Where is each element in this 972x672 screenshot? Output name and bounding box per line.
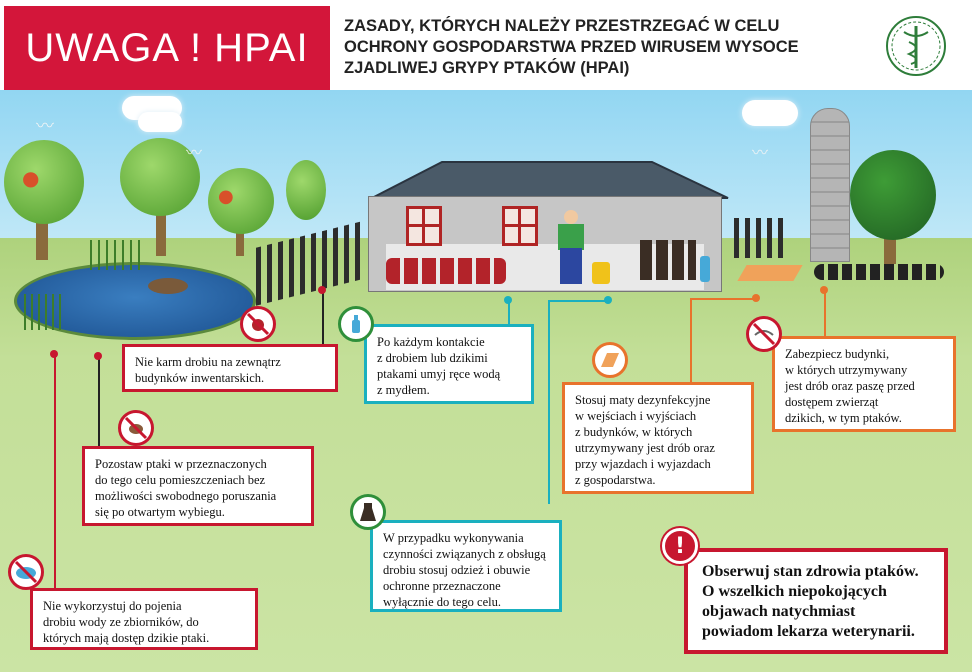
info-text: czynności związanych z obsługą [383,547,546,561]
info-text: jest drób oraz paszę przed [785,379,915,393]
info-text: z budynków, w których [575,425,693,439]
info-text: przy wjazdach i wyjazdach [575,457,711,471]
connector-dot [504,296,512,304]
connector-dot [820,286,828,294]
info-text: dostępem zwierząt [785,395,879,409]
info-text: ochronne przeznaczone [383,579,501,593]
info-box-keep-inside [82,446,314,526]
info-box-no-wild-water [30,588,258,650]
spray-bottle-icon [700,256,710,282]
info-text: dzikich, w tym ptaków. [785,411,902,425]
connector-dot [94,352,102,360]
connector-line [548,300,550,504]
farmer-icon [558,210,584,286]
barn-window [406,206,442,246]
duck-icon [148,278,188,294]
flying-bird-icon: 〰 [36,116,54,136]
fence [734,218,788,258]
robin-bird-icon: ● [22,166,40,190]
info-text: O wszelkich niepokojących [702,583,887,600]
connector-line [690,298,692,382]
info-text: powiadom lekarza weterynarii. [702,623,915,640]
warning-banner [4,6,330,90]
info-text: z gospodarstwa. [575,473,656,487]
flying-bird-icon: 〰 [186,145,203,162]
info-text: z mydłem. [377,383,430,397]
info-text: ptakami umyj ręce wodą [377,367,501,381]
connector-line [548,300,608,302]
info-box-wash-hands [364,324,534,404]
headline-line: OCHRONY GOSPODARSTWA PRZED WIRUSEM WYSOCE [344,38,799,56]
info-box-secure-buildings [772,336,956,432]
info-box-observe-health [684,548,948,654]
clothes-rack-icon [640,240,696,280]
disinfection-mat [737,265,802,281]
info-text: W przypadku wykonywania [383,531,524,545]
info-text: Nie karm drobiu na zewnątrz [135,355,281,369]
info-text: budynków inwentarskich. [135,371,265,385]
disinfection-mat [814,264,944,280]
info-text: możliwości swobodnego poruszania [95,489,277,503]
connector-dot [318,286,326,294]
info-text: Po każdym kontakcie [377,335,485,349]
info-text: się po otwartym wybiegu. [95,505,225,519]
flying-bird-icon: 〰 [752,145,769,162]
info-text: Zabezpiecz budynki, [785,347,890,361]
exclamation-icon: ! [662,528,698,564]
robin-bird-icon: ● [218,186,234,207]
info-text: Pozostaw ptaki w przeznaczonych [95,457,267,471]
crossed-bird-icon [746,316,782,352]
apron-icon [350,494,386,530]
info-text: których mają dostęp dzikie ptaki. [43,631,210,645]
info-text: w których utrzymywany [785,363,908,377]
info-text: z drobiem lub dzikimi [377,351,488,365]
cloud [138,112,182,132]
cloud [742,100,798,126]
crossed-fish-icon [8,554,44,590]
barn-roof [362,160,730,200]
info-text: w wejściach i wyjściach [575,409,697,423]
connector-line [54,354,56,590]
tree [850,150,936,240]
info-box-protective-clothing [370,520,562,612]
connector-dot [604,296,612,304]
crossed-chicken-icon [240,306,276,342]
connector-dot [752,294,760,302]
info-text: Obserwuj stan zdrowia ptaków. [702,563,919,580]
connector-line [98,354,100,450]
info-box-disinfection-mats [562,382,754,494]
reeds [24,294,64,330]
page-headline [344,16,864,79]
warning-title: UWAGA ! HPAI [25,25,309,70]
info-text: drobiu wody ze zbiorników, do [43,615,199,629]
info-text: Nie wykorzystuj do pojenia [43,599,182,613]
hens-icon [386,258,506,284]
tree [4,140,84,224]
connector-dot [50,350,58,358]
connector-line [690,298,756,300]
connector-line [824,290,826,336]
info-text: objawach natychmiast [702,603,856,620]
info-box-no-feeding [122,344,338,392]
info-text: drobiu stosuj odzież i obuwie [383,563,531,577]
connector-line [322,290,324,344]
barn-window [502,206,538,246]
soap-bottle-icon [338,306,374,342]
silo [810,108,850,262]
headline-line: ZJADLIWEJ GRYPY PTAKÓW (HPAI) [344,59,630,77]
headline-line: ZASADY, KTÓRYCH NALEŻY PRZESTRZEGAĆ W CELU [344,17,780,35]
boots-icon [592,262,610,284]
crossed-bird-icon [118,410,154,446]
reeds [90,240,140,270]
tree [286,160,326,220]
mat-icon [592,342,628,378]
info-text: utrzymywany jest drób oraz [575,441,715,455]
info-text: wyłącznie do tego celu. [383,595,502,609]
info-text: do tego celu pomieszczeniach bez [95,473,266,487]
info-text: Stosuj maty dezynfekcyjne [575,393,711,407]
caduceus-seal-icon [884,14,948,78]
